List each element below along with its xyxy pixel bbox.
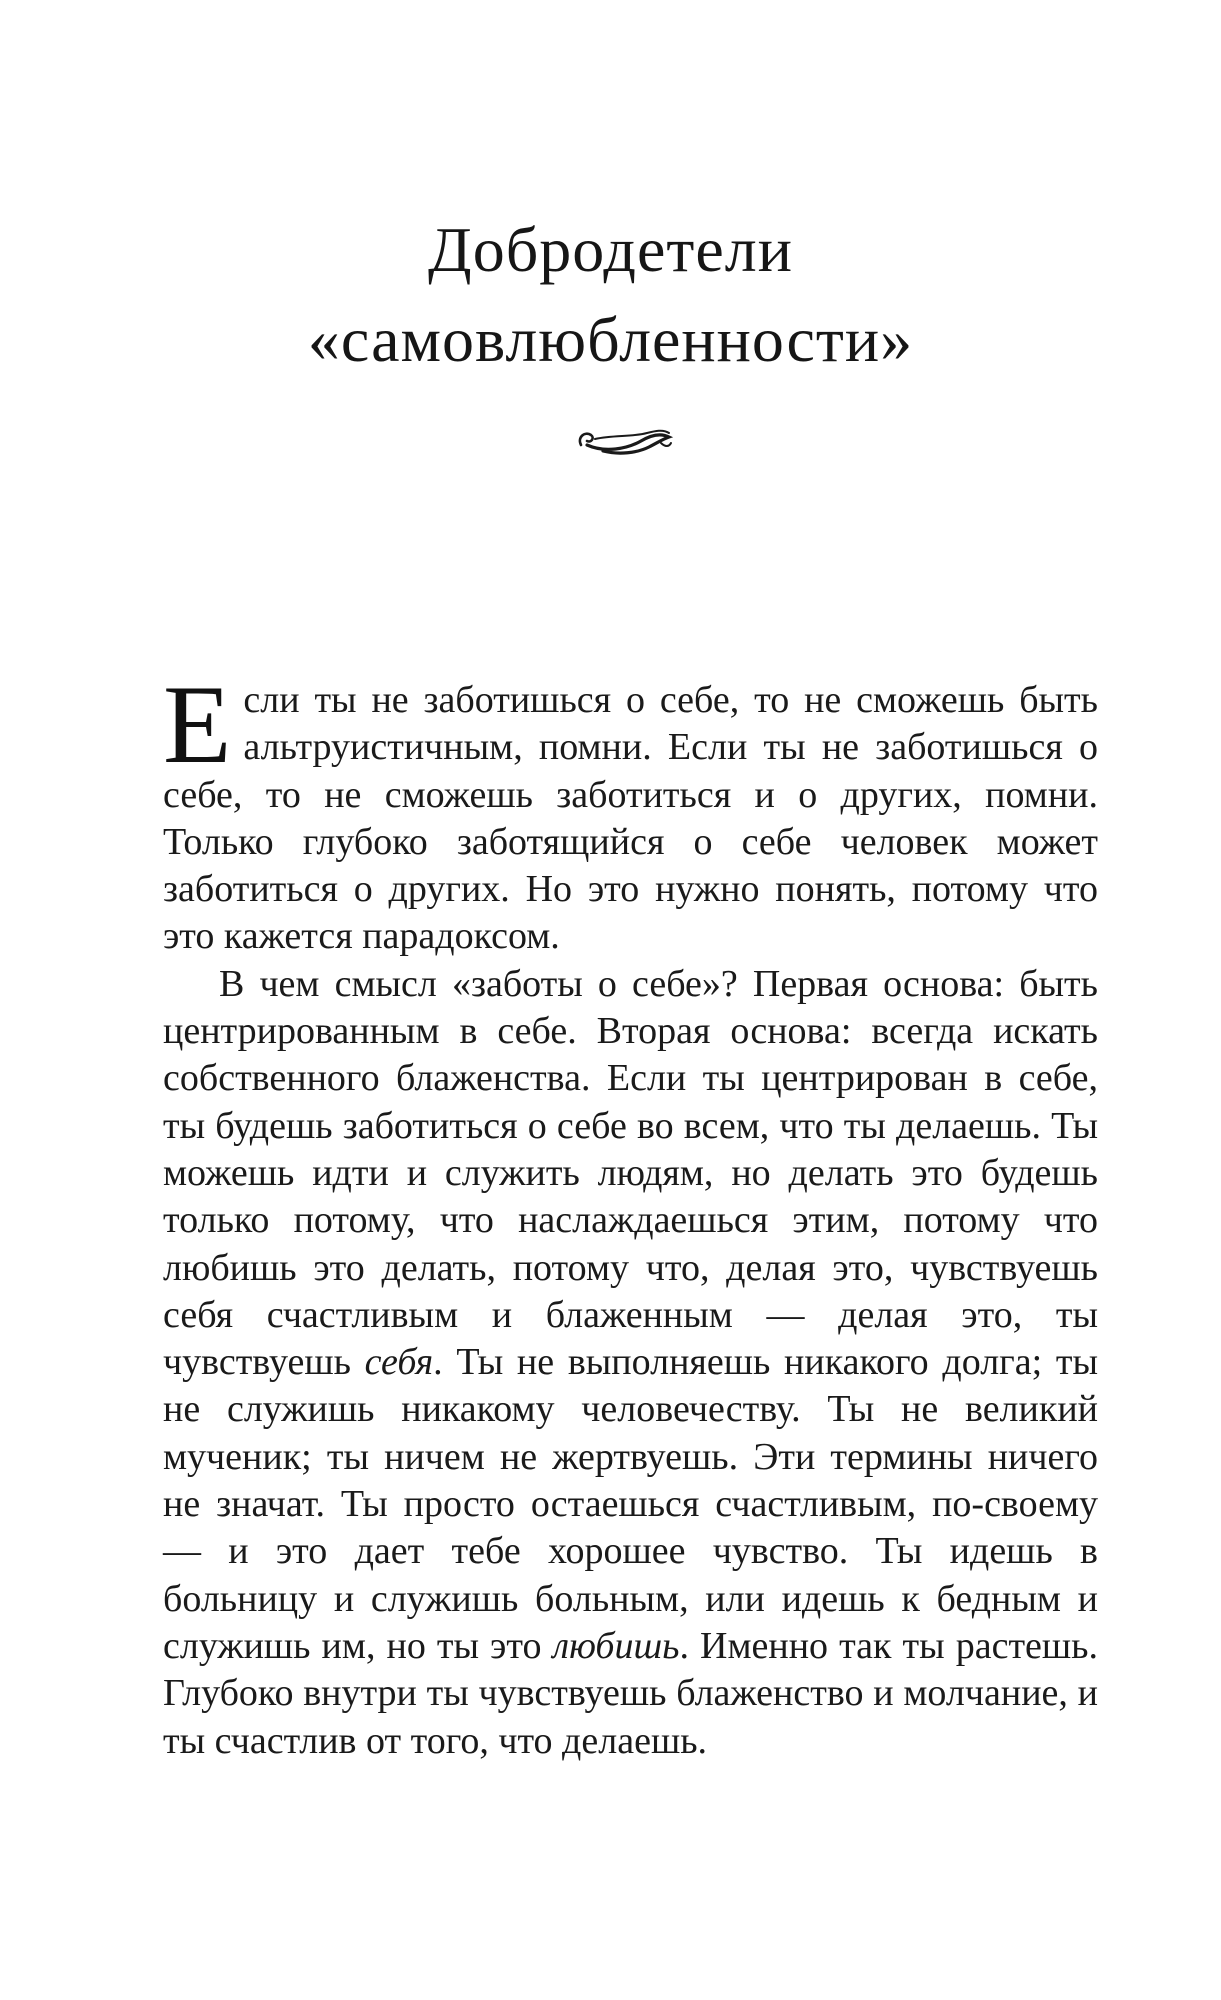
flourish-ornament-icon	[575, 423, 675, 459]
chapter-title-line-2: «самовлюбленности»	[307, 304, 914, 375]
paragraph-2-text-b: . Ты не выполняешь никакого долга; ты не служишь никакому человечеству. Ты не великий мученик; ты ничем не жертвуешь. Эти термины ничего не значат. Ты просто остаешься счастливым, по-своему — и это дает тебе хорошее чувство. Ты идешь в больницу и служишь больным, или идешь к бедным и служишь им, но ты это	[163, 1341, 1098, 1667]
paragraph-2-text-a: В чем смысл «заботы о себе»? Первая основа: быть центрированным в себе. Вторая основа: всегда искать собственного блаженства. Если ты центрирован в себе, ты будешь заботиться о себе во всем, что ты делаешь. Ты можешь идти и служить людям, но делать это будешь только потому, что наслаждаешься этим, потому что любишь это делать, потому что, делая это, чувствуешь себя счастливым и блаженным — делая это, ты чувствуешь	[163, 962, 1098, 1384]
paragraph-1	[163, 663, 1098, 961]
paragraph-2-text-c: . Именно так ты растешь. Глубоко внутри ты чувствуешь блаженство и молчание, и ты счастлив от того, что делаешь.	[163, 1624, 1099, 1762]
paragraph-2	[163, 961, 1098, 1765]
chapter-body	[163, 663, 1099, 1765]
paragraph-1-text: сли ты не заботишься о себе, то не сможешь быть альтруистичным, помни. Если ты не заботишься о себе, то не сможешь заботиться и о других, помни. Только глубоко заботящийся о себе человек может заботиться о других. Но это нужно понять, потому что это кажется парадоксом.	[163, 679, 1098, 958]
drop-cap: Е	[163, 663, 232, 787]
emphasis-lyubish: любишь	[552, 1624, 680, 1667]
chapter-title-line-1: Добродетели	[428, 214, 793, 285]
chapter-title	[0, 205, 1221, 385]
emphasis-sebya: себя	[364, 1341, 434, 1384]
